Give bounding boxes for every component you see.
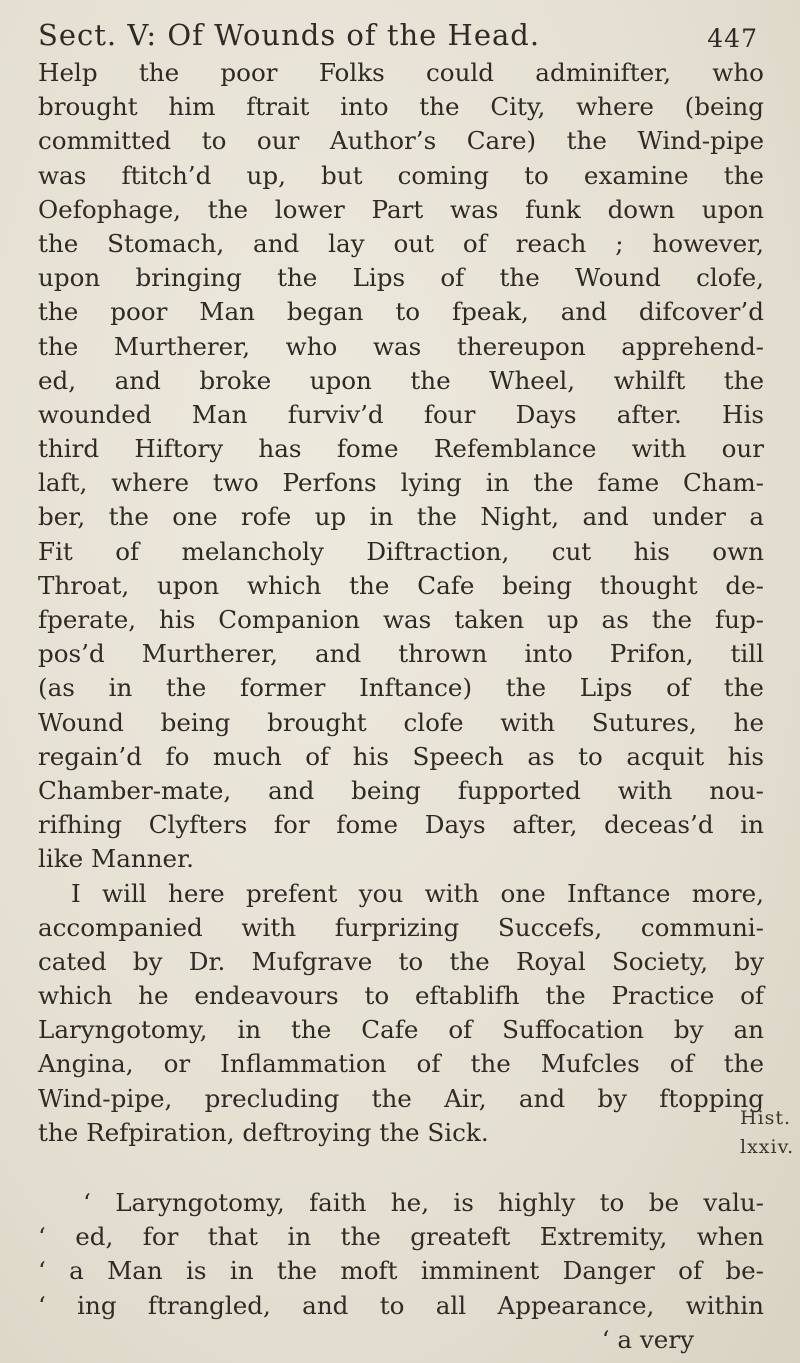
text-line: ber, the one rofe up in the Night, and under a [38, 502, 764, 532]
text-line: upon bringing the Lips of the Wound clofe, [38, 263, 764, 293]
page-body [38, 56, 764, 1357]
text-line: brought him ftrait into the City, where (being [38, 92, 764, 122]
text-line: fperate, his Companion was taken up as the fup- [38, 605, 764, 634]
quote-line: ‘ Laryngotomy, faith he, is highly to be valu- [83, 1188, 764, 1217]
text-line: was ftitch’d up, but coming to examine the [38, 160, 764, 190]
text-line: third Hiftory has fome Refemblance with our [38, 434, 764, 464]
page-number: 447 [707, 24, 758, 53]
text-line: Angina, or Inflammation of the Mufcles of the [38, 1049, 764, 1079]
text-line: Help the poor Folks could adminifter, who [38, 58, 764, 87]
text-line: Wound being brought clofe with Sutures, he [38, 707, 764, 737]
text-line: I will here prefent you with one Inftance more, [71, 878, 764, 908]
quote-line: ‘ ing ftrangled, and to all Appearance, within [38, 1290, 764, 1320]
text-line: regain’d fo much of his Speech as to acquit his [38, 741, 764, 771]
text-line: pos’d Murtherer, and thrown into Prifon, till [38, 639, 764, 669]
text-line: Chamber-mate, and being fupported with nou- [38, 775, 764, 805]
text-line: (as in the former Inftance) the Lips of the [38, 673, 764, 703]
text-line: wounded Man furviv’d four Days after. His [38, 399, 764, 429]
text-line: the Stomach, and lay out of reach ; however, [38, 228, 764, 258]
text-line: Fit of melancholy Diftraction, cut his own [38, 536, 764, 566]
text-line: the poor Man began to fpeak, and difcover’d [38, 297, 764, 327]
paragraph-1 [38, 56, 764, 877]
margin-note-hist: Hist. [740, 1107, 792, 1129]
text-line: Laryngotomy, in the Cafe of Suffocation by an [38, 1015, 764, 1045]
text-line: rifhing Clyfters for fome Days after, deceas’d in [38, 810, 764, 840]
text-line: ed, and broke upon the Wheel, whilft the [38, 365, 764, 395]
text-line: which he endeavours to eftablifh the Practice of [38, 981, 764, 1011]
text-line: cated by Dr. Mufgrave to the Royal Society, by [38, 946, 764, 976]
paragraph-gap [38, 1150, 764, 1186]
quote-line: ‘ ed, for that in the greateft Extremity, when [38, 1222, 764, 1252]
running-header [38, 10, 758, 60]
text-line: committed to our Author’s Care) the Wind-pipe [38, 126, 764, 156]
text-line: the Refpiration, deftroying the Sick. [38, 1117, 489, 1147]
text-line: accompanied with furprizing Succefs, communi- [38, 912, 764, 942]
text-line: laft, where two Perfons lying in the fame Cham- [38, 468, 764, 498]
text-line: the Murtherer, who was thereupon apprehend- [38, 331, 764, 361]
paragraph-2 [38, 877, 764, 1151]
text-line: like Manner. [38, 844, 194, 874]
quotation-block [38, 1186, 764, 1357]
text-line: Wind-pipe, precluding the Air, and by ftopping [38, 1083, 764, 1113]
text-line: Oefophage, the lower Part was funk down upon [38, 194, 764, 224]
running-title: Sect. V: Of Wounds of the Head. [38, 18, 541, 52]
margin-note-number: lxxiv. [740, 1136, 795, 1158]
quote-line: ‘ a Man is in the moft imminent Danger of be- [38, 1256, 764, 1286]
catchword: ‘ a very [601, 1324, 694, 1354]
text-line: Throat, upon which the Cafe being thought de- [38, 570, 764, 600]
